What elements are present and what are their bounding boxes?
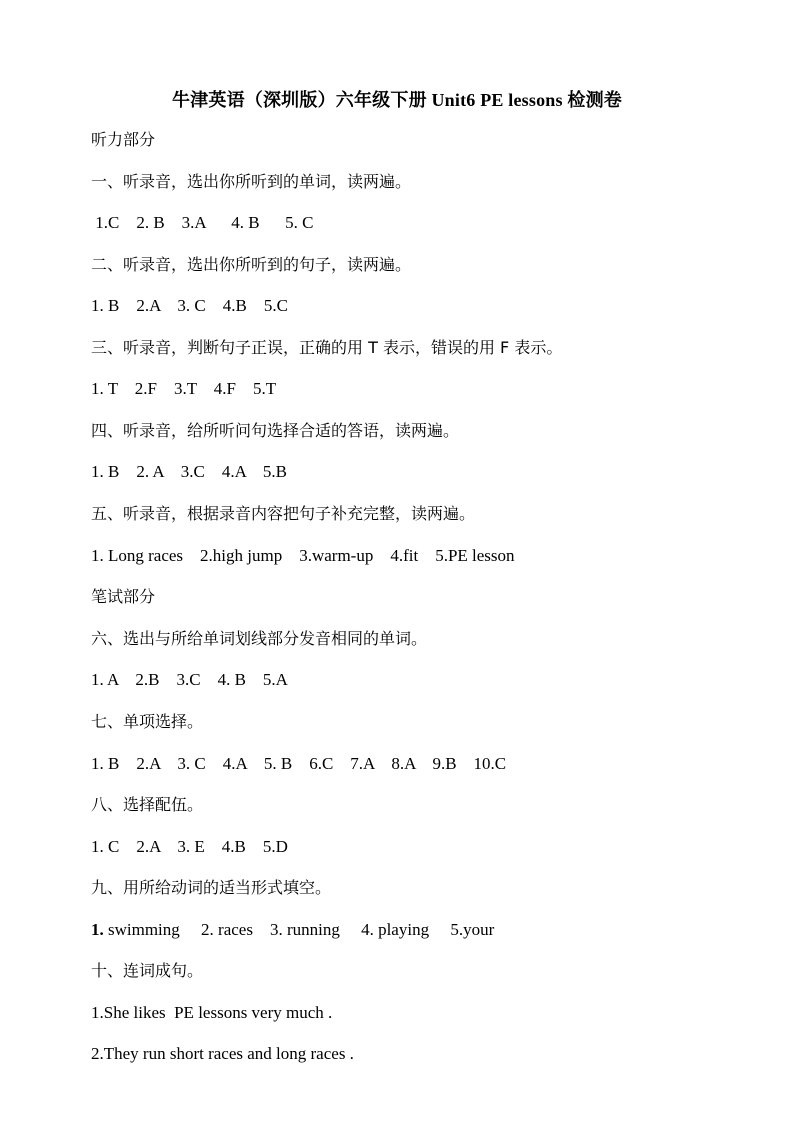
q3-answers: 1. T 2.F 3.T 4.F 5.T — [91, 379, 277, 398]
q10-answer-1: 1.She likes PE lessons very much . — [91, 1003, 333, 1022]
q8-answers: 1. C 2.A 3. E 4.B 5.D — [91, 837, 288, 856]
q1-heading: 一、听录音，选出你所听到的单词，读两遍。 — [91, 172, 412, 191]
q4-heading: 四、听录音，给所听问句选择合适的答语，读两遍。 — [91, 421, 460, 440]
q6-answers: 1. A 2.B 3.C 4. B 5.A — [91, 670, 288, 689]
q4-answers: 1. B 2. A 3.C 4.A 5.B — [91, 462, 288, 481]
q5-answers: 1. Long races 2.high jump 3.warm-up 4.fit 5.PE lesson — [91, 546, 515, 565]
q6-heading: 六、选出与所给单词划线部分发音相同的单词。 — [91, 629, 428, 648]
q2-answers: 1. B 2.A 3. C 4.B 5.C — [91, 296, 288, 315]
q3-heading: 三、听录音，判断句子正误，正确的用 T 表示，错误的用 F 表示。 — [91, 338, 563, 357]
q5-heading: 五、听录音，根据录音内容把句子补充完整，读两遍。 — [91, 504, 476, 523]
q8-heading: 八、选择配伍。 — [91, 795, 204, 814]
q7-answers: 1. B 2.A 3. C 4.A 5. B 6.C 7.A 8.A 9.B 10.C — [91, 754, 507, 773]
q2-heading: 二、听录音，选出你所听到的句子，读两遍。 — [91, 255, 412, 274]
q1-answers: 1.C 2. B 3.A 4. B 5. C — [91, 213, 314, 232]
page-title: 牛津英语（深圳版）六年级下册 Unit6 PE lessons 检测卷 — [171, 90, 623, 110]
q9-answers-row — [91, 919, 494, 941]
q10-heading: 十、连词成句。 — [91, 961, 204, 980]
q9-first-number: 1. — [91, 920, 104, 939]
q10-answer-2: 2.They run short races and long races . — [91, 1044, 354, 1063]
q9-answers: swimming 2. races 3. running 4. playing 5.your — [103, 920, 495, 939]
listening-section-heading: 听力部分 — [91, 130, 156, 149]
writing-section-heading: 笔试部分 — [91, 587, 156, 606]
q9-heading: 九、用所给动词的适当形式填空。 — [91, 878, 332, 897]
q7-heading: 七、单项选择。 — [91, 712, 204, 731]
